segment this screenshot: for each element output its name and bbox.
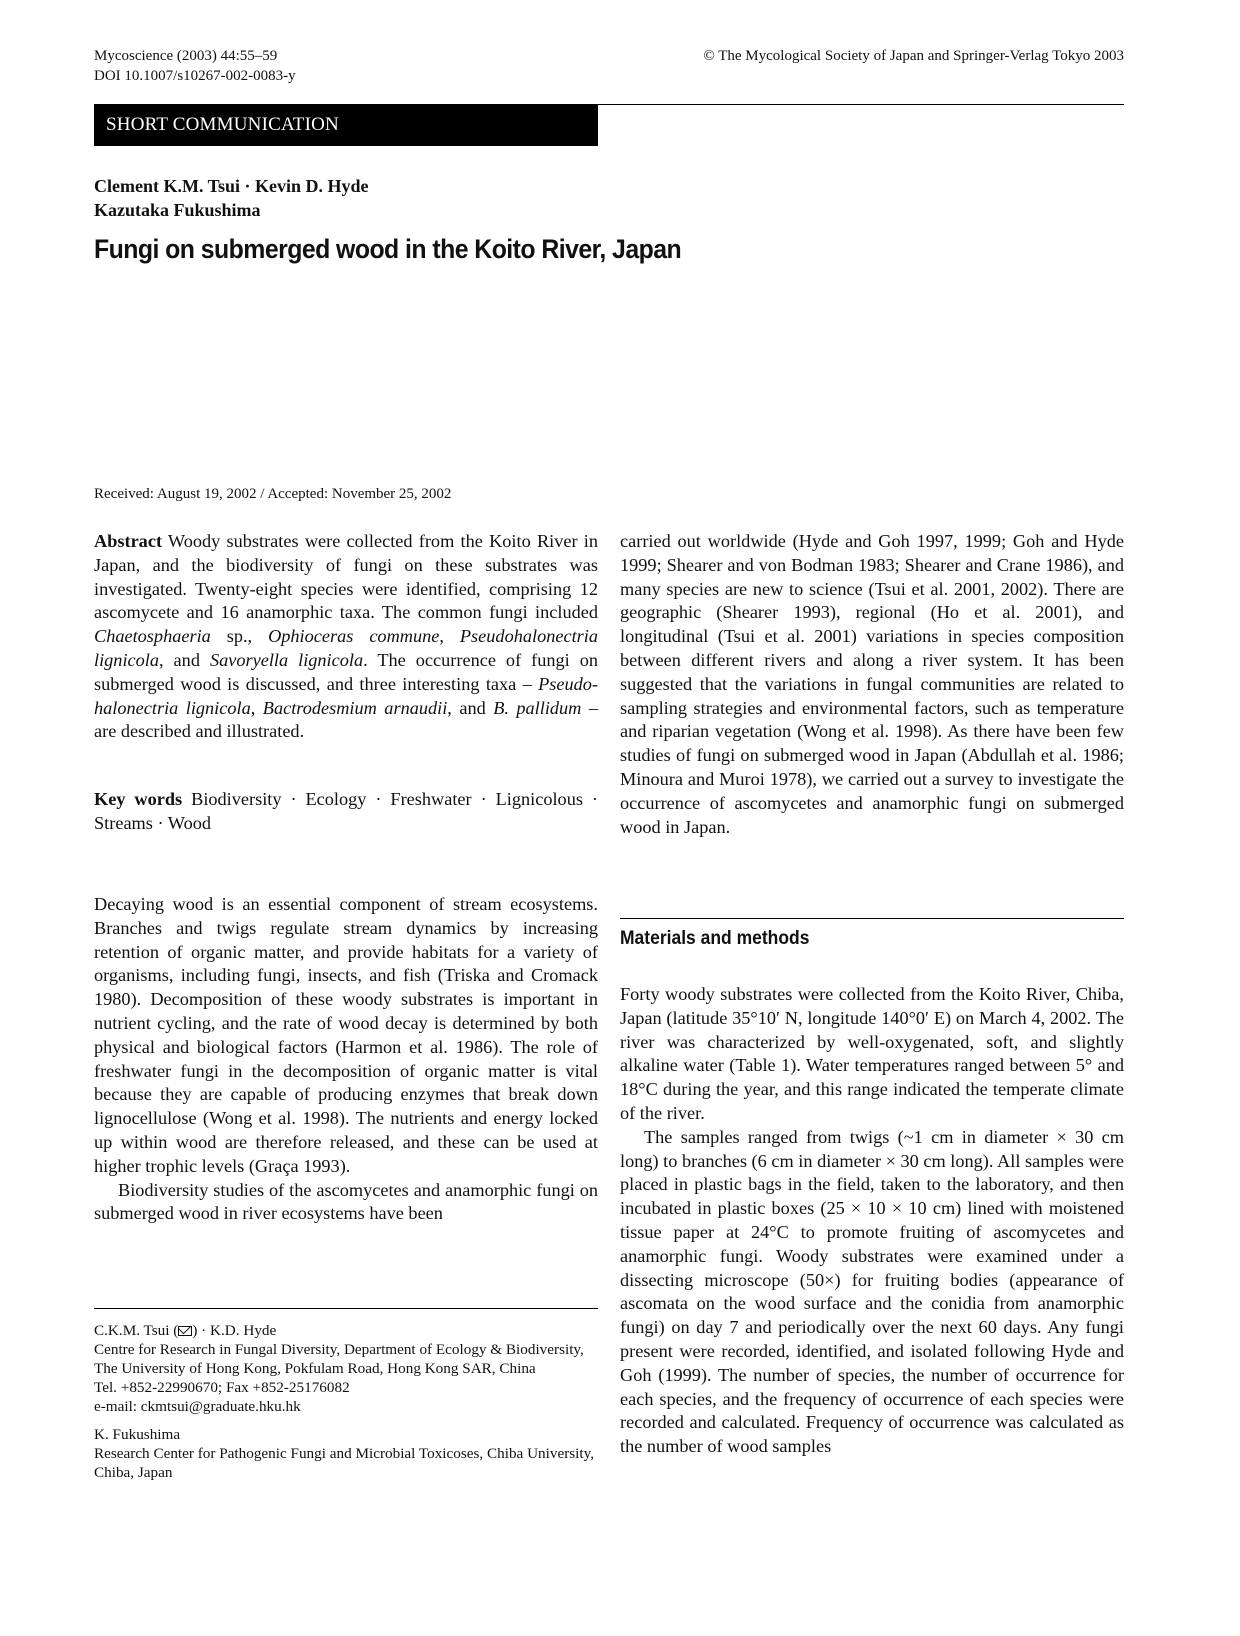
affiliation-2: Research Center for Pathogenic Fungi and Microbial Toxicoses, Chiba University, Chiba, Japan bbox=[94, 1445, 595, 1481]
contact-email[interactable]: e-mail: ckmtsui@graduate.hku.hk bbox=[94, 1398, 301, 1415]
methods-paragraph-2: The samples ranged from twigs (~1 cm in diameter × 30 cm long) to branches (6 cm in diameter × 30 cm long). All samples were placed in plastic bags in the field, taken to the laboratory, and then incubated in plastic boxes (25 × 10 × 10 cm) lined with moistened tissue paper at 24°C to promote fruiting of ascomycetes and anamorphic fungi. Woody substrates were examined under a dissecting microscope (50×) for fruiting bodies (appearance of ascomata on the wood surface and the conidia from anamorphic fungi) on day 7 and periodically over the next 60 days. Any fungi present were recorded, identified, and isolated following Hyde and Goh (1999). The number of species, the number of occurrence for each species, and the frequency of occurrence of each species were recorded and calculated. Frequency of occurrence was calculated as the number of wood samples bbox=[620, 1126, 1124, 1457]
envelope-icon bbox=[178, 1326, 192, 1336]
author-footnote: C.K.M. Tsui ( ) · K.D. Hyde Centre for Research in Fungal Diversity, Department of Ecology & Biodiversity, The University of Hong Kong, Pokfulam Road, Hong Kong SAR, China Tel. +852-22990670; Fax +852-25176082 e-mail: ckmtsui@graduate.hku.hk K. Fukushima Research Center for Pathogenic Fungi and Microbial Toxicoses, Chiba University, Chiba, Japan bbox=[94, 1321, 598, 1482]
methods-paragraph-1: Forty woody substrates were collected from the Koito River, Chiba, Japan (latitude 35°10′ N, longitude 140°0′ E) on March 4, 2002. The river was characterized by well-oxygenated, soft, and slightly alkaline water (Table 1). Water temperatures ranged between 5° and 18°C during the year, and this range indicated the temperate climate of the river. bbox=[620, 984, 1124, 1123]
abstract: Abstract Woody substrates were collected from the Koito River in Japan, and the biodiversity of fungi on these substrates was investigated. Twenty-eight species were identified, comprising 12 ascomycete and 16 anamorphic taxa. The common fungi included Chaetosphaeria sp., Ophioceras commune, Pseudohalonectria lignicola, and Savoryella lignicola. The occurrence of fungi on submerged wood is discussed, and three interesting taxa – Pseudo-halonectria lignicola, Bactrodesmium arnaudii, and B. pallidum – are described and illustrated. bbox=[94, 531, 599, 742]
journal-name: Mycoscience (2003) 44:55–59 bbox=[94, 48, 278, 64]
keywords bbox=[94, 788, 598, 836]
author-2-name: K. Fukushima bbox=[94, 1426, 181, 1443]
abstract-label: Abstract bbox=[94, 531, 163, 551]
intro-paragraph-2-end: carried out worldwide (Hyde and Goh 1997, 1999; Goh and Hyde 1999; Shearer and von Bodman 1983; Shearer and Crane 1986), and many species are new to science (Tsui et al. 2001, 2002). There are geographic (Shearer 1993), regional (Ho et al. 2001), and longitudinal (Tsui et al. 2001) variations in species composition between different rivers and along a river system. It has been suggested that the variations in fungal communities are related to sampling strategies and environmental factors, such as temperature and riparian vegetation (Wong et al. 1998). As there have been few studies of fungi on submerged wood in Japan (Abdullah et al. 1986; Minoura and Muroi 1978), we carried out a survey to investigate the occurrence of ascomycetes and anamorphic fungi on submerged wood in Japan. bbox=[620, 531, 1124, 837]
affiliation-1: Centre for Research in Fungal Diversity, Department of Ecology & Biodiversity, The University of Hong Kong, Pokfulam Road, Hong Kong SAR, China bbox=[94, 1341, 584, 1377]
received-dates: Received: August 19, 2002 / Accepted: November 25, 2002 bbox=[94, 486, 452, 502]
copyright: © The Mycological Society of Japan and Springer-Verlag Tokyo 2003 bbox=[703, 48, 1124, 64]
methods-heading: Materials and methods bbox=[620, 928, 810, 949]
authors-line-1: Clement K.M. Tsui · Kevin D. Hyde bbox=[94, 176, 369, 196]
contact-phone: Tel. +852-22990670; Fax +852-25176082 bbox=[94, 1379, 350, 1396]
header-rule bbox=[598, 104, 1124, 105]
journal-citation bbox=[94, 46, 296, 86]
keywords-text: Biodiversity · Ecology · Freshwater · Lignicolous · Streams · Wood bbox=[94, 789, 598, 833]
introduction-left bbox=[94, 893, 598, 1226]
keywords-block bbox=[94, 788, 598, 836]
intro-paragraph-2-start: Biodiversity studies of the ascomycetes and anamorphic fungi on submerged wood in river ecosystems have been bbox=[94, 1179, 598, 1224]
authors-line-2: Kazutaka Fukushima bbox=[94, 200, 261, 220]
keywords-label: Key words bbox=[94, 789, 183, 809]
section-rule bbox=[620, 918, 1124, 919]
doi[interactable]: DOI 10.1007/s10267-002-0083-y bbox=[94, 68, 296, 84]
introduction-right bbox=[620, 530, 1124, 839]
footnote-rule bbox=[94, 1308, 598, 1309]
author-list bbox=[94, 174, 369, 222]
abstract-block bbox=[94, 530, 598, 744]
page-title: Fungi on submerged wood in the Koito River, Japan bbox=[94, 234, 682, 264]
section-banner: SHORT COMMUNICATION bbox=[94, 104, 598, 146]
methods-body bbox=[620, 983, 1124, 1459]
intro-paragraph-1: Decaying wood is an essential component of stream ecosystems. Branches and twigs regulate stream dynamics by increasing retention of organic matter, and provide habitats for a variety of organisms, including fungi, insects, and fish (Triska and Cromack 1980). Decomposition of these woody substrates is important in nutrient cycling, and the rate of wood decay is determined by both physical and biological factors (Harmon et al. 1986). The role of freshwater fungi in the decomposition of organic matter is vital because they are capable of producing enzymes that break down lignocellulose (Wong et al. 1998). The nutrients and energy locked up within wood are therefore released, and these can be used at higher trophic levels (Graça 1993). bbox=[94, 894, 598, 1176]
